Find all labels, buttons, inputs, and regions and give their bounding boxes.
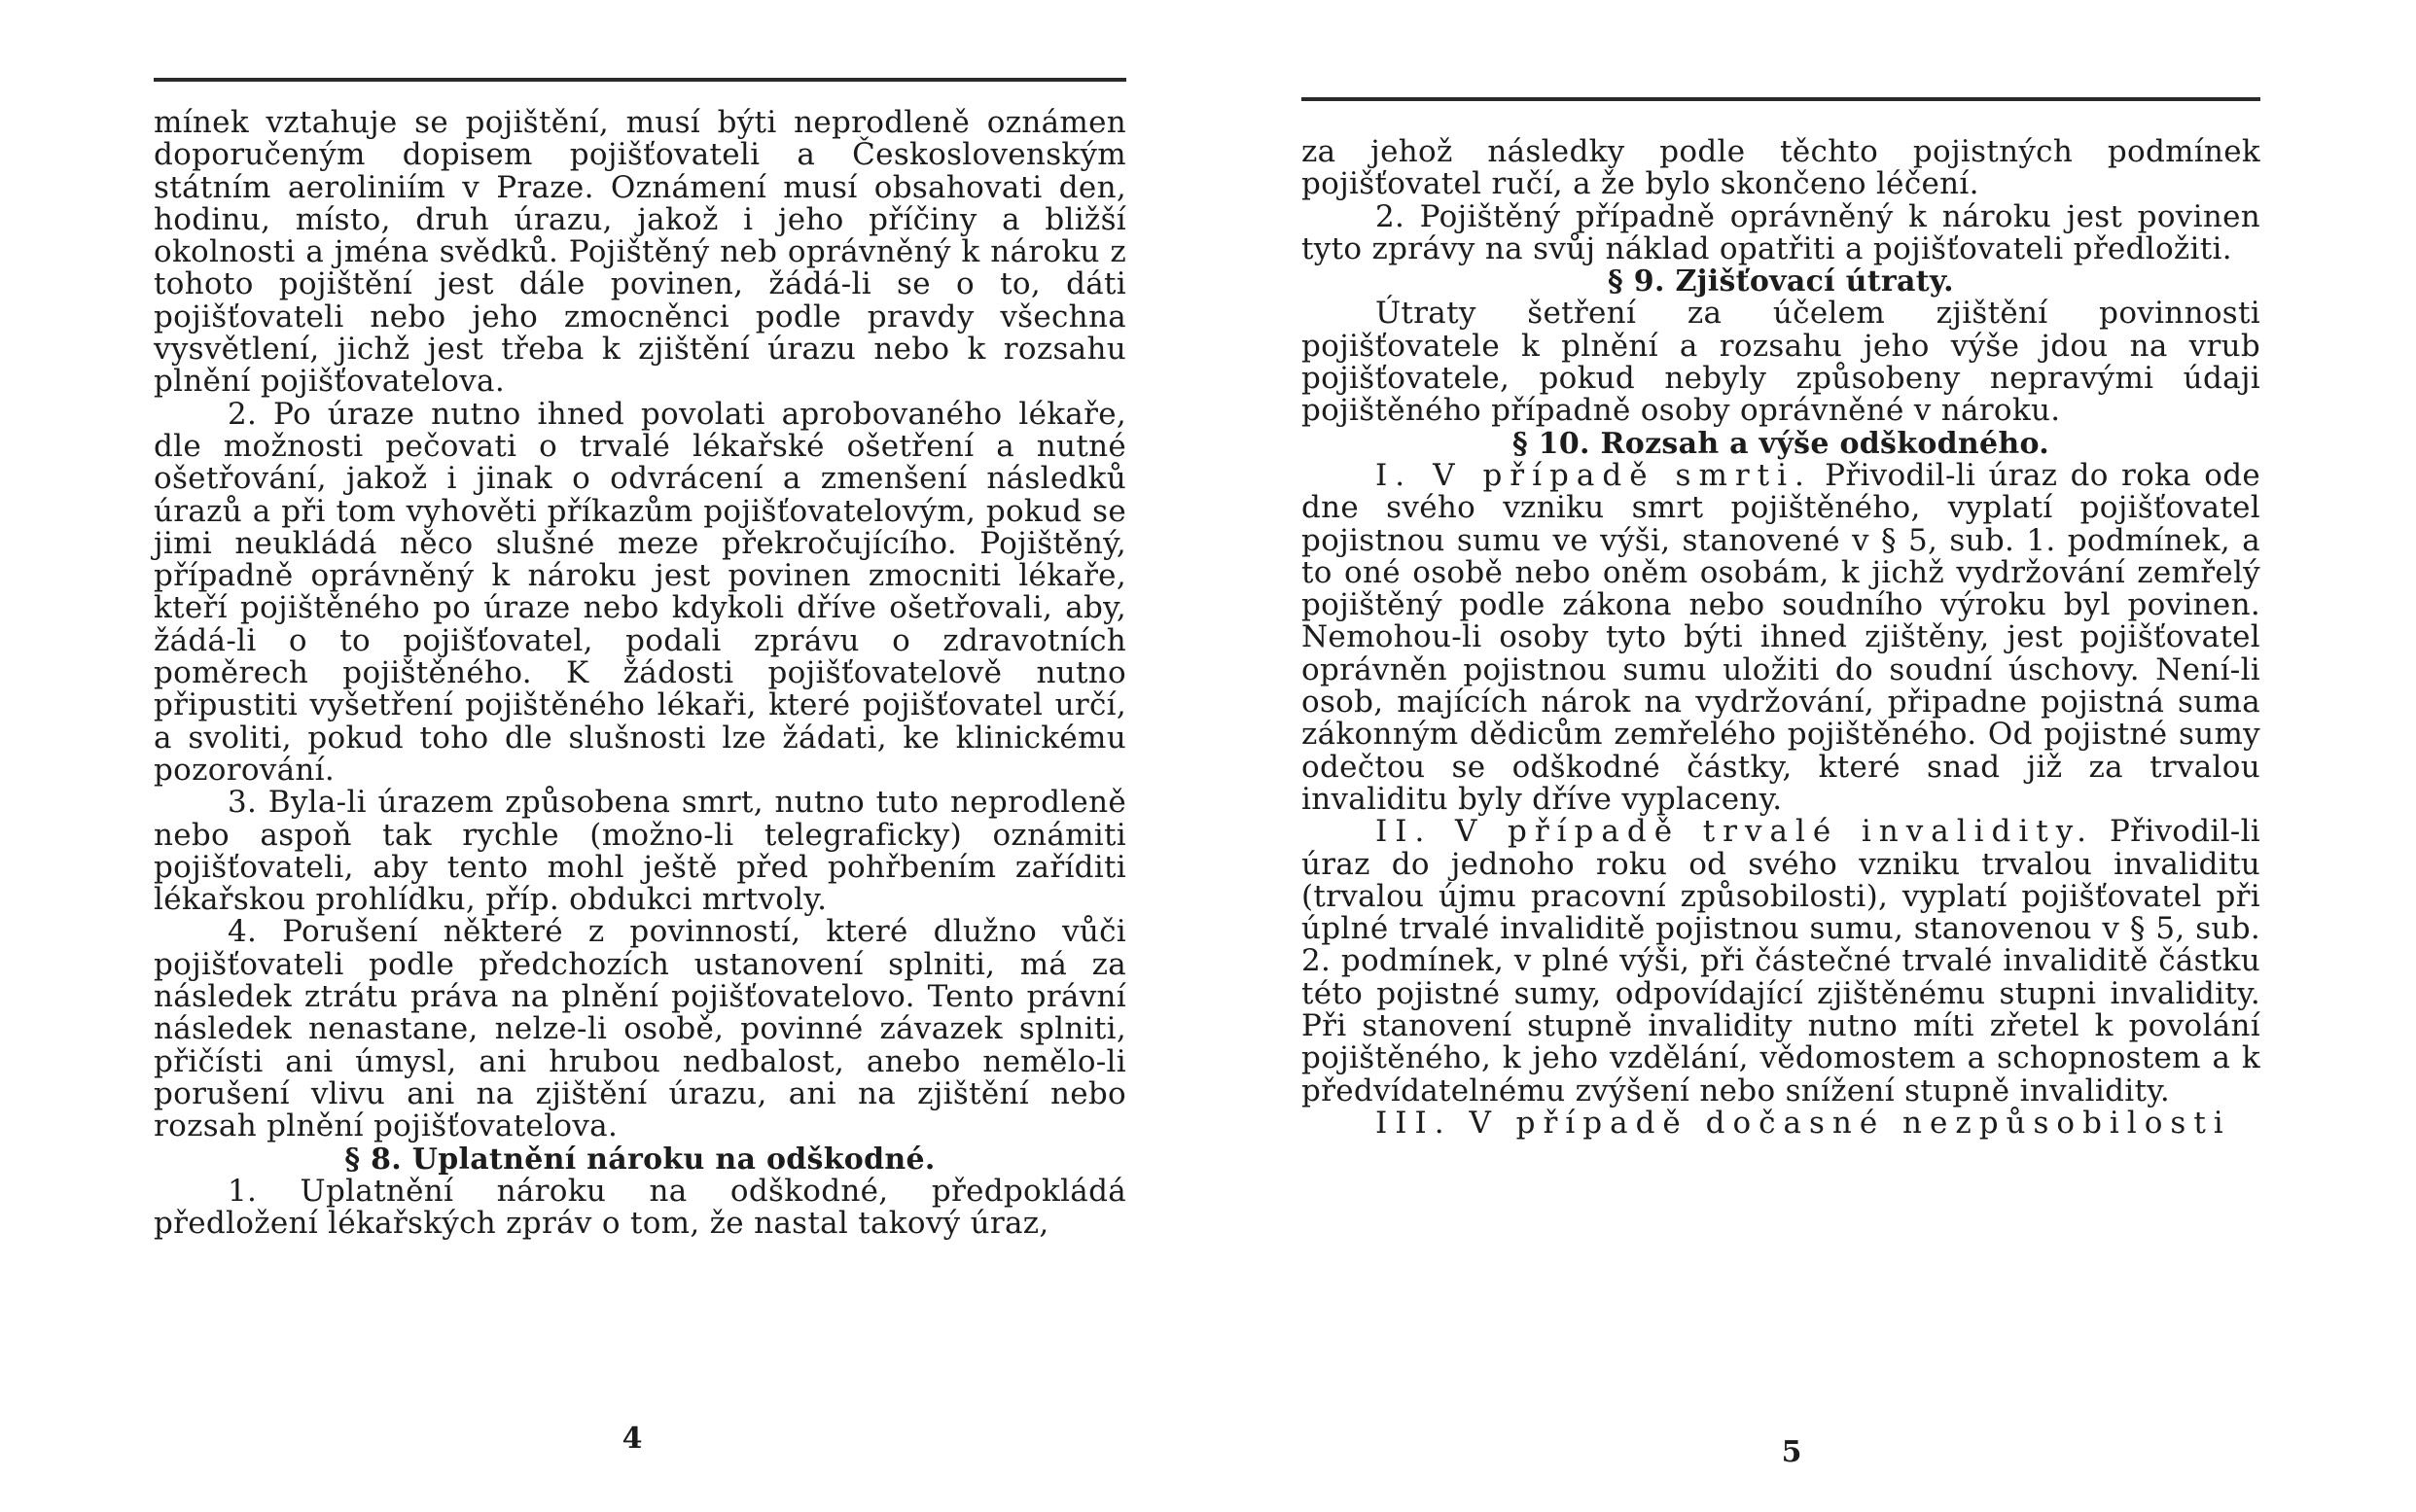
right-page-body <box>1301 136 2260 1140</box>
paragraph: za jehož následky podle těchto pojistných podmínek pojišťovatel ručí, a že bylo skončeno léčení. <box>1301 134 2260 202</box>
paragraph: 4. Porušení některé z povinností, které dlužno vůči pojišťovateli podle předchozích ustanovení splniti, má za následek ztrátu práva na plnění pojišťovatelovo. Tento právní následek nenastane, nelze-li osobě, povinné závazek splniti, přičísti ani úmysl, ani hrubou nedbalost, anebo nemělo-li porušení vlivu ani na zjištění úrazu, ani na zjištění nebo rozsah plnění pojišťovatelova. <box>154 914 1126 1144</box>
section-heading: § 8. Uplatnění nároku na odškodné. <box>344 1142 936 1177</box>
right-page <box>1301 0 2260 1512</box>
spaced-label: I. V případě smrti. <box>1375 457 1812 493</box>
left-page-body <box>154 107 1126 1240</box>
paragraph: mínek vztahuje se pojištění, musí býti neprodleně oznámen doporučeným dopisem pojišťovateli a Československým státním aeroliniím v Praze. Oznámení musí obsahovati den, hodinu, místo, druh úrazu, jakož i jeho příčiny a bližší okolnosti a jména svědků. Pojištěný neb oprávněný k nároku z tohoto pojištění jest dále povinen, žádá-li se o to, dáti pojišťovateli nebo jeho zmocněnci podle pravdy všechna vysvětlení, jichž jest třeba k zjištění úrazu nebo k rozsahu plnění pojišťovatelova. <box>154 105 1126 400</box>
spaced-label: III. V případě dočasné nezpůsobilosti <box>1375 1105 2231 1141</box>
paragraph-text: Přivodil-li úraz do jednoho roku od svého vzniku trvalou invaliditu (trvalou újmu pracovní způsobilosti), vyplatí pojišťovatel při úplné trvalé invaliditě pojistnou sumu, stanovenou v § 5, sub. 2. podmínek, v plné výši, při částečné trvalé invaliditě částku této pojistné sumy, odpovídající zjištěnému stupni invalidity. Při stanovení stupně invalidity nutno míti zřetel k povolání pojištěného, k jeho vzdělání, vědomostem a schopnostem a k předvídatelnému zvýšení nebo snížení stupně invalidity. <box>1301 814 2260 1108</box>
header-rule <box>154 78 1126 82</box>
section-heading: § 9. Zjišťovací útraty. <box>1608 264 1954 299</box>
paragraph <box>1301 1105 2260 1141</box>
paragraph: Útraty šetření za účelem zjištění povinnosti pojišťovatele k plnění a rozsahu jeho výše jdou na vrub pojišťovatele, pokud nebyly způsobeny nepravými údaji pojištěného případně osoby oprávněné v nároku. <box>1301 296 2260 429</box>
paragraph <box>1301 457 2260 817</box>
page-number: 4 <box>622 1422 643 1456</box>
paragraph: 2. Po úraze nutno ihned povolati aprobovaného lékaře, dle možnosti pečovati o trvalé lékařské ošetření a nutné ošetřování, jakož i jinak o odvrácení a zmenšení následků úrazů a při tom vyhověti příkazům pojišťovatelovým, pokud se jimi neukládá něco slušné meze překročujícího. Pojištěný, případně oprávněný k nároku jest povinen zmocniti lékaře, kteří pojištěného po úraze nebo kdykoli dříve ošetřovali, aby, žádá-li o to pojišťovatel, podali zprávu o zdravotních poměrech pojištěného. K žádosti pojišťovatelově nutno připustiti vyšetření pojištěného lékaři, které pojišťovatel určí, a svoliti, pokud toho dle slušnosti lze žádati, ke klinickému pozorování. <box>154 396 1126 788</box>
header-rule <box>1301 97 2260 101</box>
paragraph: 1. Uplatnění nároku na odškodné, předpokládá předložení lékařských zpráv o tom, že nastal takový úraz, <box>154 1173 1126 1242</box>
paragraph-text: Přivodil-li úraz do roka ode dne svého vzniku smrt pojištěného, vyplatí pojišťovatel pojistnou sumu ve výši, stanovené v § 5, sub. 1. podmínek, a to oné osobě nebo oněm osobám, k jichž vydržování zemřelý pojištěný podle zákona nebo soudního výroku byl povinen. Nemohou-li osoby tyto býti ihned zjištěny, jest pojišťovatel oprávněn pojistnou sumu uložiti do soudní úschovy. Není-li osob, majících nárok na vydržování, připadne pojistná suma zákonným dědicům zemřelého pojištěného. Od pojistné sumy odečtou se odškodné částky, které snad již za trvalou invaliditu byly dříve vyplaceny. <box>1301 457 2260 817</box>
paragraph <box>1301 816 2260 1108</box>
paragraph: 3. Byla-li úrazem způsobena smrt, nutno tuto neprodleně nebo aspoň tak rychle (možno-li telegraficky) oznámiti pojišťovateli, aby tento mohl ještě před pohřbením zaříditi lékařskou prohlídku, příp. obdukci mrtvoly. <box>154 785 1126 918</box>
left-page <box>154 0 1126 1512</box>
section-heading: § 10. Rozsah a výše odškodného. <box>1511 426 2050 461</box>
spaced-label: II. V případě trvalé invalidity. <box>1375 814 2095 850</box>
page-number: 5 <box>1781 1435 1802 1469</box>
paragraph: 2. Pojištěný případně oprávněný k nároku jest povinen tyto zprávy na svůj náklad opatřiti a pojišťovateli předložiti. <box>1301 198 2260 266</box>
